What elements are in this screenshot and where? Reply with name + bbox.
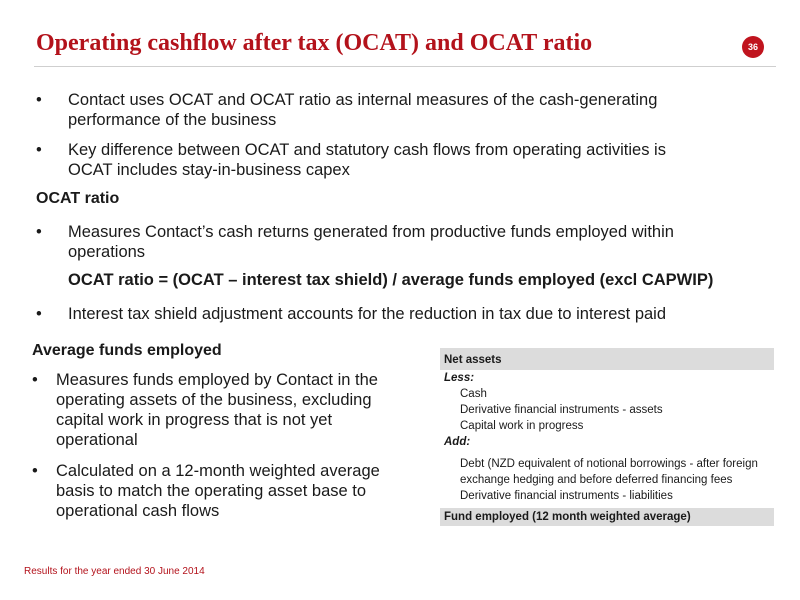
bullet-marker: •	[32, 371, 38, 389]
bullet-text: Calculated on a 12-month weighted average	[56, 462, 380, 480]
table-label-add: Add:	[444, 436, 471, 448]
table-row-text: Capital work in progress	[460, 420, 584, 432]
section-heading-ocat-ratio: OCAT ratio	[36, 190, 120, 207]
bullet-text: basis to match the operating asset base to	[56, 482, 367, 500]
bullet-text: operations	[68, 243, 146, 261]
page-title: Operating cashflow after tax (OCAT) and OCAT ratio	[36, 30, 593, 56]
footer-note: Results for the year ended 30 June 2014	[24, 566, 205, 577]
bullet-marker: •	[32, 462, 38, 480]
bullet-text: performance of the business	[68, 111, 277, 129]
bullet-marker: •	[36, 223, 42, 241]
bullet-text: Contact uses OCAT and OCAT ratio as internal measures of the cash-generating	[68, 91, 658, 109]
table-row-text: Derivative financial instruments - assets	[460, 404, 663, 416]
title-divider	[34, 66, 776, 67]
bullet-marker: •	[36, 91, 42, 109]
bullet-text: operational	[56, 431, 138, 449]
table-header-net-assets: Net assets	[444, 354, 502, 366]
bullet-text: Measures Contact’s cash returns generated from productive funds employed within	[68, 223, 674, 241]
bullet-text: OCAT includes stay-in-business capex	[68, 161, 350, 179]
table-row-text: exchange hedging and before deferred financing fees	[460, 474, 733, 486]
table-total-row	[440, 508, 774, 526]
bullet-text: Interest tax shield adjustment accounts for the reduction in tax due to interest paid	[68, 305, 667, 323]
table-label-less: Less:	[444, 372, 475, 384]
section-heading-average-funds: Average funds employed	[32, 342, 222, 359]
table-header-row	[440, 348, 774, 370]
bullet-marker: •	[36, 305, 42, 323]
table-row-text: Debt (NZD equivalent of notional borrowings - after foreign	[460, 458, 758, 470]
bullet-text: Measures funds employed by Contact in the	[56, 371, 378, 389]
table-row-text: Derivative financial instruments - liabilities	[460, 490, 673, 502]
bullet-marker: •	[36, 141, 42, 159]
table-row-text: Cash	[460, 388, 487, 400]
ocat-ratio-formula: OCAT ratio = (OCAT – interest tax shield) / average funds employed (excl CAPWIP)	[68, 271, 714, 289]
table-total-label: Fund employed (12 month weighted average)	[444, 511, 691, 523]
bullet-text: Key difference between OCAT and statutory cash flows from operating activities is	[68, 141, 666, 159]
bullet-text: capital work in progress that is not yet	[56, 411, 333, 429]
bullet-text: operating assets of the business, excluding	[56, 391, 372, 409]
page-number-badge: 36	[742, 36, 764, 58]
bullet-text: operational cash flows	[56, 502, 220, 520]
